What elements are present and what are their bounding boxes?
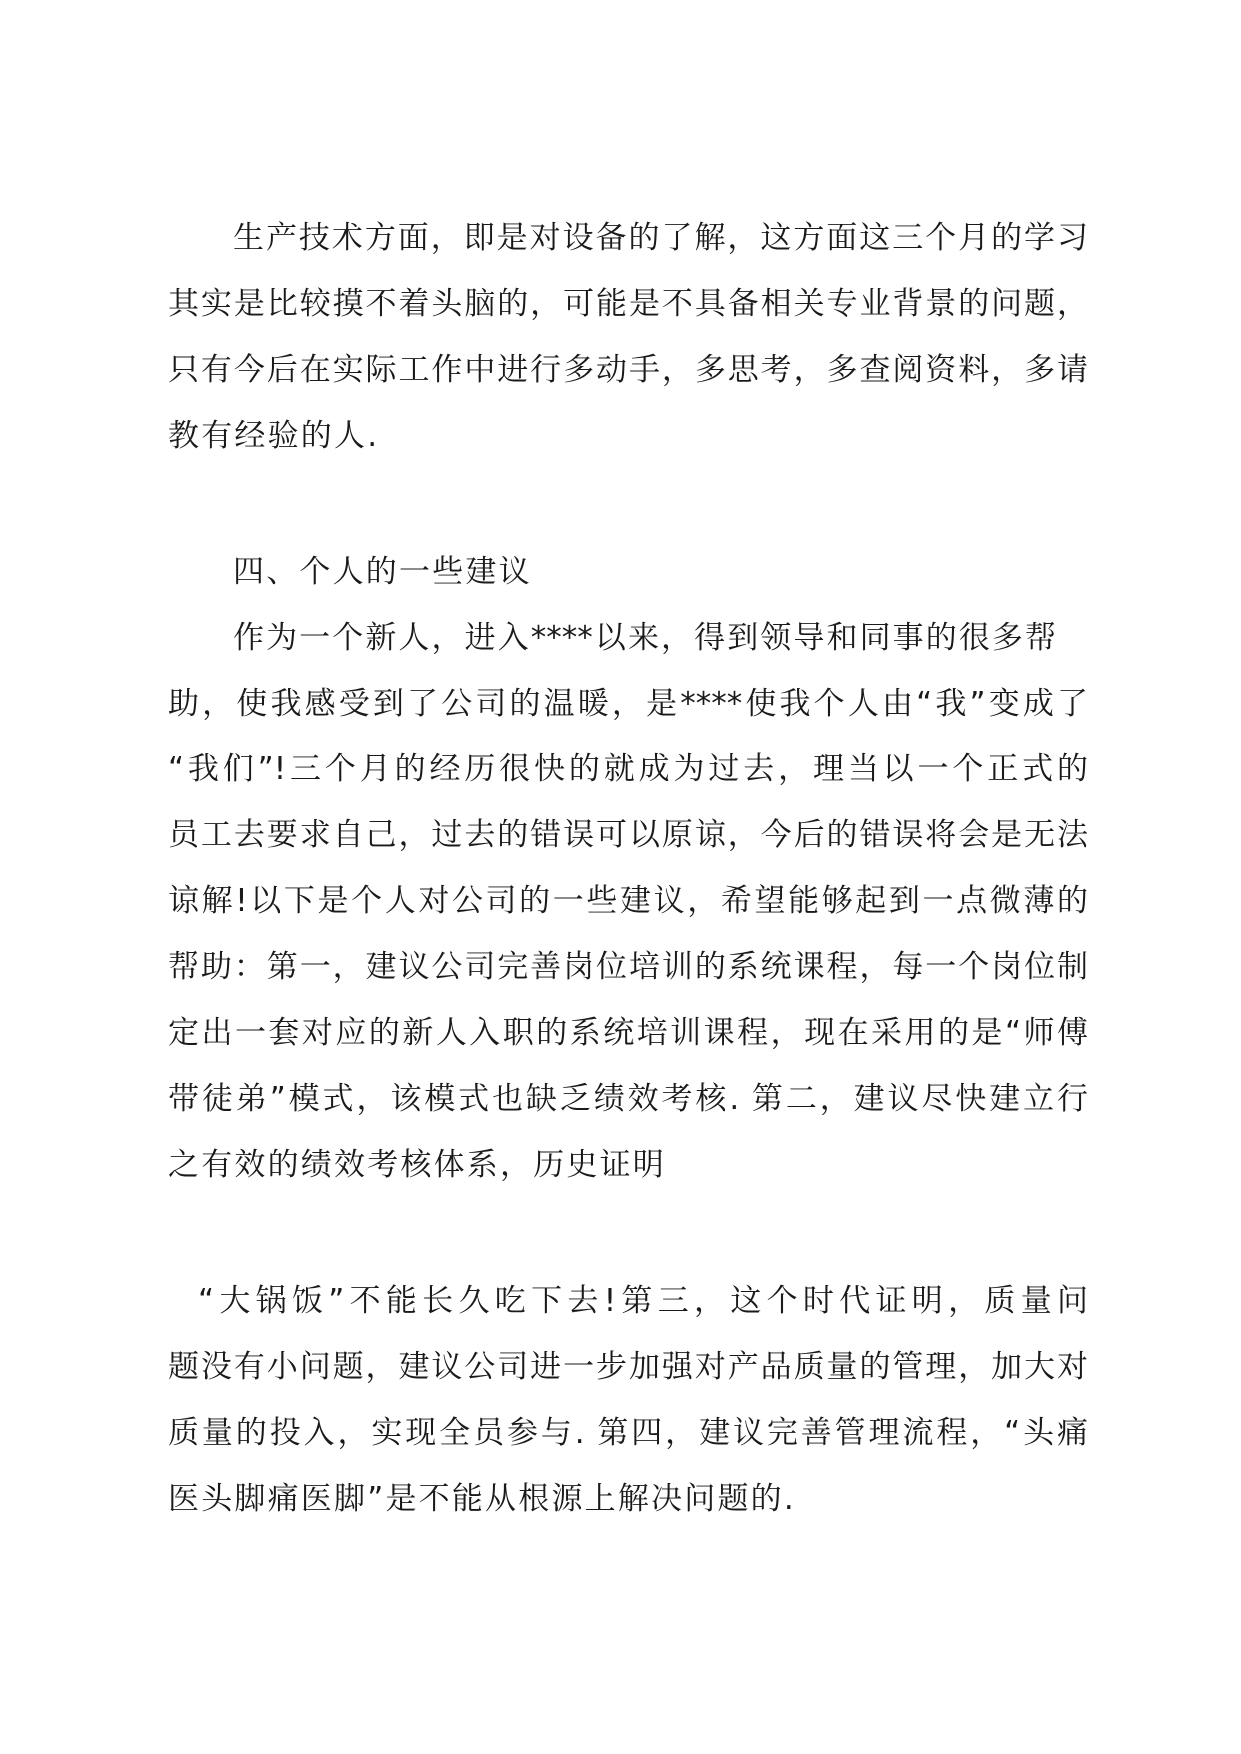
- paragraph-2-line-5: 谅解!以下是个人对公司的一些建议，希望能够起到一点微薄的: [168, 883, 1088, 919]
- paragraph-1-line-2: 其实是比较摸不着头脑的，可能是不具备相关专业背景的问题，: [168, 286, 1088, 322]
- paragraph-1-line-3: 只有今后在实际工作中进行多动手，多思考，多查阅资料，多请: [168, 352, 1088, 388]
- paragraph-2-line-3: “我们”!三个月的经历很快的就成为过去，理当以一个正式的: [168, 751, 1088, 787]
- paragraph-2-line-9: 之有效的绩效考核体系，历史证明: [168, 1147, 666, 1183]
- paragraph-2-line-8: 带徒弟”模式，该模式也缺乏绩效考核. 第二，建议尽快建立行: [168, 1081, 1088, 1117]
- paragraph-3-line-1: “大锅饭”不能长久吃下去!第三，这个时代证明，质量问: [198, 1283, 1088, 1319]
- paragraph-1-line-4: 教有经验的人.: [168, 418, 380, 454]
- paragraph-2-line-6: 帮助：第一，建议公司完善岗位培训的系统课程，每一个岗位制: [168, 949, 1088, 985]
- paragraph-2-line-7: 定出一套对应的新人入职的系统培训课程，现在采用的是“师傅: [168, 1015, 1088, 1051]
- paragraph-2-line-2: 助，使我感受到了公司的温暖，是****使我个人由“我”变成了: [168, 686, 1088, 722]
- paragraph-2-line-1: 作为一个新人，进入****以来，得到领导和同事的很多帮: [233, 620, 1056, 656]
- paragraph-2-line-4: 员工去要求自己，过去的错误可以原谅，今后的错误将会是无法: [168, 817, 1088, 853]
- paragraph-3-line-4: 医头脚痛医脚”是不能从根源上解决问题的.: [168, 1481, 796, 1517]
- paragraph-1-line-1: 生产技术方面，即是对设备的了解，这方面这三个月的学习: [233, 220, 1088, 256]
- paragraph-3-line-3: 质量的投入，实现全员参与. 第四，建议完善管理流程，“头痛: [168, 1415, 1088, 1451]
- paragraph-3-line-2: 题没有小问题，建议公司进一步加强对产品质量的管理，加大对: [168, 1349, 1088, 1385]
- section-heading: 四、个人的一些建议: [233, 554, 532, 590]
